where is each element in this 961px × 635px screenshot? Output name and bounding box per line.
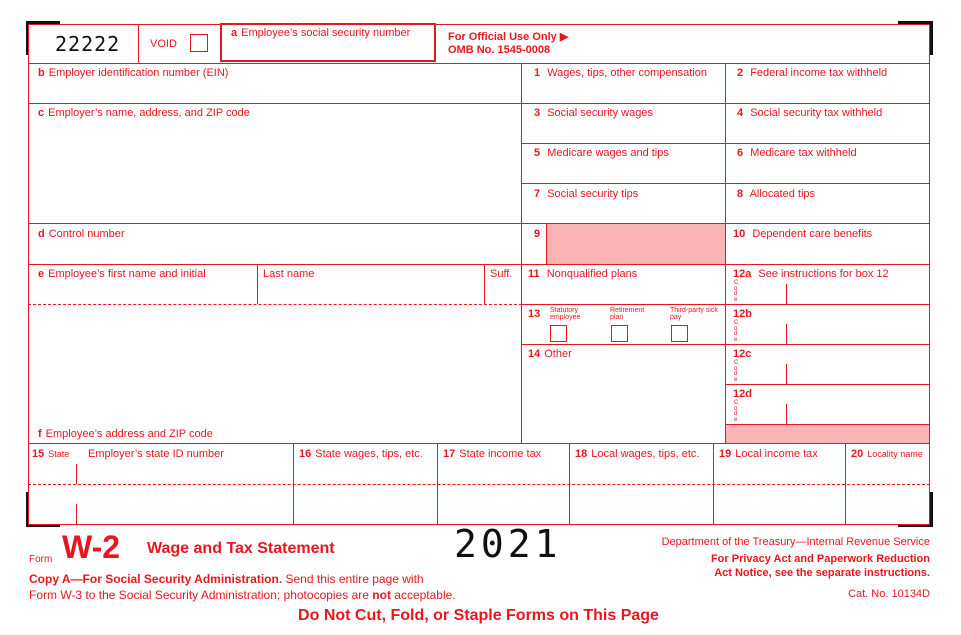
box-15-id-label: Employer’s state ID number — [88, 448, 224, 460]
box-12-bottom-shade — [726, 424, 930, 444]
official-use: For Official Use Only ▶ — [448, 31, 569, 43]
box-19-label: 19 Local income tax — [719, 448, 818, 460]
corner-mark-tr-v — [930, 21, 933, 55]
corner-mark-br-v — [930, 492, 933, 527]
box-15-label: 15 State — [32, 448, 70, 460]
tax-year: 2021 — [454, 522, 562, 566]
copy-a-line-1: Copy A—For Social Security Administration. Send this entire page with — [29, 572, 424, 586]
box-12c-code-text: C o d e — [734, 360, 739, 383]
statutory-employee-label: Statutory employee — [550, 307, 581, 321]
privacy-notice-2: Act Notice, see the separate instructions. — [714, 567, 930, 579]
box-13-label: 13 — [528, 308, 541, 320]
catalog-number: Cat. No. 10134D — [848, 588, 930, 600]
do-not-cut-warning: Do Not Cut, Fold, or Staple Forms on This Page — [298, 607, 659, 624]
box-12c-label: 12c — [733, 348, 752, 360]
box-12d-label: 12d — [733, 388, 752, 400]
void-label: VOID — [150, 38, 177, 50]
box-9-shade — [546, 224, 725, 264]
copy-a-line-2: Form W-3 to the Social Security Administration; photocopies are not acceptable. — [29, 588, 456, 602]
box-14-label: 14 Other — [528, 348, 572, 360]
box-4-label: 4 Social security tax withheld — [737, 107, 883, 119]
box-12a-code-text: C o d e — [734, 280, 739, 303]
retirement-plan-checkbox[interactable] — [611, 325, 628, 342]
box-12d-code-text: C o d e — [734, 400, 739, 423]
form-word: Form — [29, 554, 53, 565]
box-7-label: 7 Social security tips — [534, 188, 639, 200]
box-10-label: 10 Dependent care benefits — [733, 228, 873, 240]
box-e-first-label: e Employee’s first name and initial — [38, 268, 206, 280]
box-e-suffix-label: Suff. — [490, 268, 513, 280]
box-11-label: 11 Nonqualified plans — [528, 268, 638, 280]
box-1-label: 1 Wages, tips, other compensation — [534, 67, 707, 79]
box-2-label: 2 Federal income tax withheld — [737, 67, 888, 79]
form-name-w2: W-2 — [62, 529, 121, 565]
box-b-label: b Employer identification number (EIN) — [38, 67, 229, 79]
box-12a-label: 12a See instructions for box 12 — [733, 268, 889, 280]
box-6-label: 6 Medicare tax withheld — [737, 147, 857, 159]
box-12b-label: 12b — [733, 308, 752, 320]
department-text: Department of the Treasury—Internal Revenue Service — [661, 536, 930, 548]
statutory-employee-checkbox[interactable] — [550, 325, 567, 342]
form-code: 22222 — [55, 32, 121, 56]
box-8-label: 8 Allocated tips — [737, 188, 816, 200]
omb-number: OMB No. 1545-0008 — [448, 44, 551, 56]
box-d-label: d Control number — [38, 228, 125, 240]
box-c-field[interactable] — [30, 121, 520, 221]
box-18-label: 18 Local wages, tips, etc. — [575, 448, 700, 460]
box-17-label: 17 State income tax — [443, 448, 542, 460]
box-b-field[interactable] — [30, 80, 520, 102]
box-f-field[interactable] — [30, 307, 520, 425]
box-16-label: 16 State wages, tips, etc. — [299, 448, 423, 460]
box-5-label: 5 Medicare wages and tips — [534, 147, 669, 159]
retirement-plan-label: Retirement plan — [610, 307, 645, 321]
box-3-label: 3 Social security wages — [534, 107, 653, 119]
third-party-sick-pay-label: Third-party sick pay — [670, 307, 718, 321]
box-a-label: a Employee’s social security number — [231, 27, 411, 39]
box-12b-code-text: C o d e — [734, 320, 739, 343]
box-f-label: f Employee’s address and ZIP code — [38, 428, 213, 440]
privacy-notice-1: For Privacy Act and Paperwork Reduction — [710, 553, 930, 565]
box-20-label: 20 Locality name — [851, 448, 923, 460]
box-e-last-label: Last name — [263, 268, 315, 280]
void-checkbox[interactable] — [190, 34, 208, 52]
third-party-sick-pay-checkbox[interactable] — [671, 325, 688, 342]
form-title: Wage and Tax Statement — [147, 540, 335, 557]
box-d-field[interactable] — [30, 241, 520, 263]
box-9-label: 9 — [534, 228, 541, 240]
box-c-label: c Employer’s name, address, and ZIP code — [38, 107, 250, 119]
